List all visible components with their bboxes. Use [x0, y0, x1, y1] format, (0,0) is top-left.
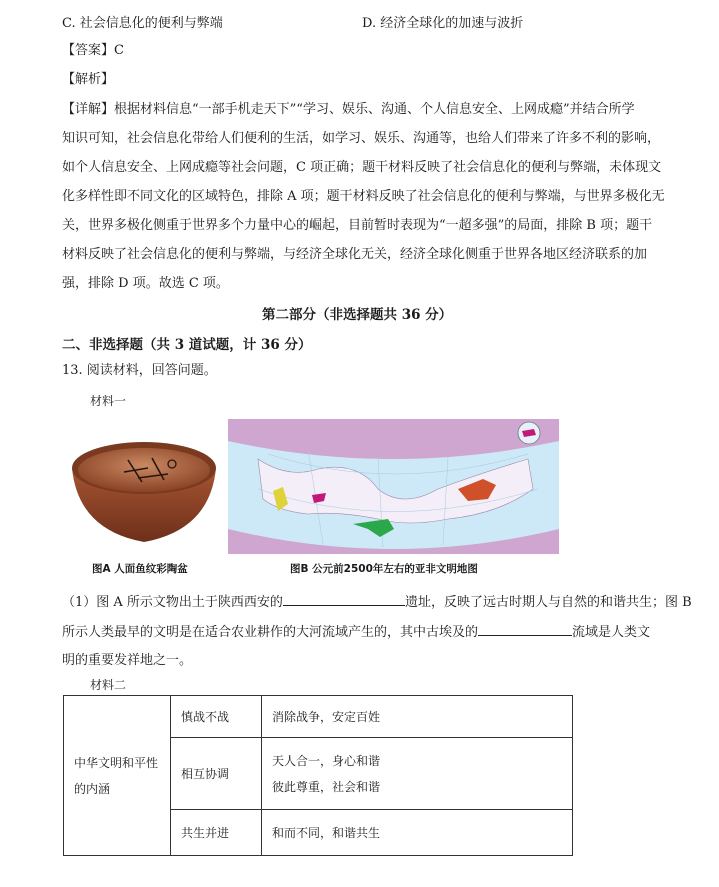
aspect-cell: 相互协调 [171, 738, 262, 810]
detail-line: 【详解】根据材料信息“一部手机走天下”“学习、娱乐、沟通、个人信息安全、上网成瘾”并结合所学 [62, 102, 635, 117]
detail-line: 关，世界多极化侧重于世界多个力量中心的崛起，目前暂时表现为“一超多强”的局面，排除 B 项；题干 [62, 218, 653, 233]
content-cell: 消除战争，安定百姓 [262, 696, 573, 738]
row-header-text: 中华文明和平性 [74, 755, 159, 770]
question-13: 13. 阅读材料，回答问题。 [62, 363, 217, 378]
table-row [64, 696, 573, 738]
option-d: D. 经济全球化的加速与波折 [362, 16, 524, 31]
peace-connotation-table [63, 695, 573, 856]
section-title: 二、非选择题（共 3 道试题，计 36 分） [62, 337, 312, 353]
answer-blank-1[interactable] [283, 593, 405, 606]
aspect-cell: 慎战不战 [171, 696, 262, 738]
content-cell [262, 738, 573, 810]
figure-b-caption: 图B 公元前2500年左右的亚非文明地图 [290, 563, 478, 575]
detail-line: 知识可知，社会信息化带给人们便利的生活，如学习、娱乐、沟通等，也给人们带来了许多不利的影响， [62, 131, 661, 146]
sub-question-1-line2 [62, 623, 650, 641]
material1-label: 材料一 [90, 394, 127, 408]
sub-question-1-line1 [62, 593, 692, 611]
figure-a-bowl-image [68, 438, 220, 546]
aspect-cell: 共生并进 [171, 810, 262, 856]
detail-line: 材料反映了社会信息化的便利与弊端，与经济全球化无关，经济全球化侧重于世界各地区经济联系的加 [62, 247, 648, 262]
part-title: 第二部分（非选择题共 36 分） [262, 307, 453, 323]
figure-b-map-image [228, 419, 559, 554]
row-header-cell [64, 696, 171, 856]
sub-question-1-text: 遗址，反映了远古时期人与自然的和谐共生；图 B [404, 595, 692, 610]
answer-blank-2[interactable] [478, 623, 572, 636]
sub-question-1-text: （1）图 A 所示文物出土于陕西西安的 [62, 595, 283, 610]
content-line: 彼此尊重，社会和谐 [272, 779, 381, 794]
analysis-heading: 【解析】 [62, 72, 115, 87]
detail-line: 如个人信息安全、上网成瘾等社会问题，C 项正确；题干材料反映了社会信息化的便利与弊端，未体现文 [62, 160, 662, 175]
content-cell: 和而不同，和谐共生 [262, 810, 573, 856]
sub-question-1-line3: 明的重要发祥地之一。 [62, 653, 193, 668]
content-line: 天人合一，身心和谐 [272, 753, 381, 768]
row-header-text: 的内涵 [74, 781, 111, 796]
figure-a-caption: 图A 人面鱼纹彩陶盆 [92, 563, 188, 575]
detail-line: 化多样性即不同文化的区域特色，排除 A 项；题干材料反映了社会信息化的便利与弊端，与世界多极化无 [62, 189, 665, 204]
detail-line: 强，排除 D 项。故选 C 项。 [62, 276, 229, 291]
sub-question-1-text: 流域是人类文 [572, 625, 651, 640]
option-c: C. 社会信息化的便利与弊端 [62, 16, 223, 31]
sub-question-1-text: 所示人类最早的文明是在适合农业耕作的大河流域产生的，其中古埃及的 [62, 625, 479, 640]
material2-label: 材料二 [90, 678, 127, 692]
answer: 【答案】C [62, 43, 124, 58]
